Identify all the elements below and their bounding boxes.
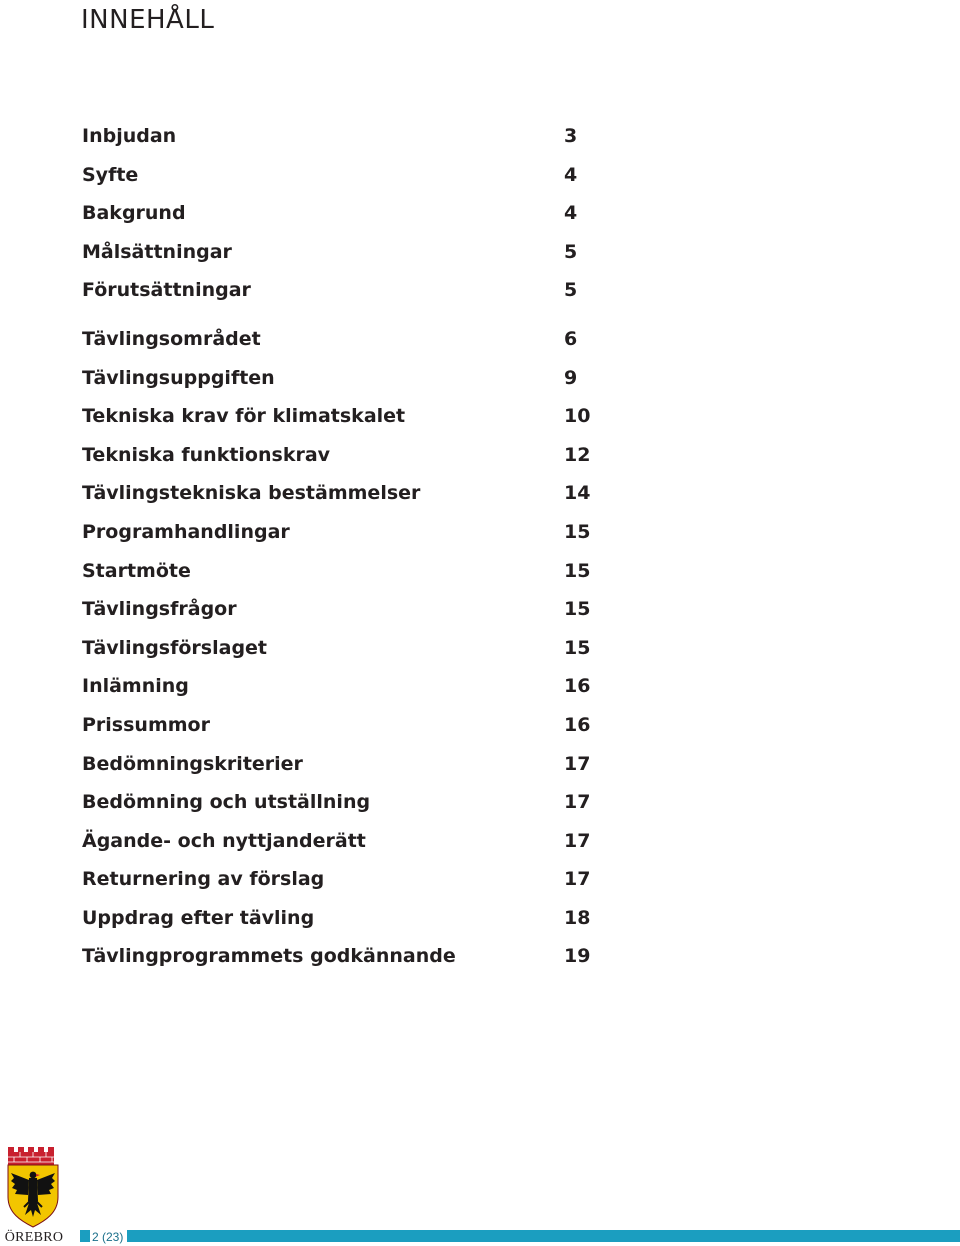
toc-entry-page: 16 xyxy=(564,713,591,736)
toc-entry-label: Tävlingsfrågor xyxy=(82,598,237,621)
toc-entry-page: 17 xyxy=(564,868,591,891)
toc-entry-malsattningar[interactable] xyxy=(82,234,602,273)
toc-entry-label: Ägande- och nyttjanderätt xyxy=(82,829,366,852)
toc-entry-page: 14 xyxy=(564,482,591,505)
toc-entry-label: Bedömningskriterier xyxy=(82,752,303,775)
toc-entry-label: Tävlingsuppgiften xyxy=(82,366,275,389)
toc-entry-label: Inlämning xyxy=(82,675,189,698)
toc-entry-page: 16 xyxy=(564,675,591,698)
toc-entry-label: Uppdrag efter tävling xyxy=(82,906,315,929)
toc-entry-startmote[interactable] xyxy=(82,553,602,592)
toc-entry-tekniska-funktionskrav[interactable] xyxy=(82,437,602,476)
toc-entry-label: Syfte xyxy=(82,163,139,186)
toc-entry-page: 4 xyxy=(564,163,578,186)
toc-entry-page: 15 xyxy=(564,559,591,582)
toc-entry-label: Programhandlingar xyxy=(82,520,290,543)
toc-entry-tavlingsuppgiften[interactable] xyxy=(82,360,602,399)
toc-entry-bedomning-och-utstallning[interactable] xyxy=(82,784,602,823)
toc-entry-label: Bakgrund xyxy=(82,202,186,225)
toc-entry-page: 15 xyxy=(564,636,591,659)
toc-entry-bakgrund[interactable] xyxy=(82,195,602,234)
toc-entry-page: 15 xyxy=(564,598,591,621)
toc-entry-page: 17 xyxy=(564,829,591,852)
toc-entry-label: Returnering av förslag xyxy=(82,868,325,891)
toc-entry-prissummor[interactable] xyxy=(82,707,602,746)
toc-entry-label: Prissummor xyxy=(82,713,210,736)
toc-entry-page: 4 xyxy=(564,202,578,225)
toc-entry-tavlingsfragor[interactable] xyxy=(82,591,602,630)
city-name: ÖREBRO xyxy=(4,1230,64,1245)
toc-entry-tavlingprogrammets-godkannande[interactable] xyxy=(82,938,602,977)
toc-entry-tekniska-krav-for-klimatskalet[interactable] xyxy=(82,398,602,437)
toc-entry-label: Förutsättningar xyxy=(82,279,251,302)
toc-entry-bedomningskriterier[interactable] xyxy=(82,746,602,785)
toc-entry-page: 10 xyxy=(564,405,591,428)
toc-entry-page: 5 xyxy=(564,279,578,302)
toc-entry-tavlingsomradet[interactable] xyxy=(82,321,602,360)
toc-entry-page: 19 xyxy=(564,945,591,968)
toc-entry-page: 18 xyxy=(564,906,591,929)
toc-entry-page: 5 xyxy=(564,240,578,263)
toc-entry-page: 12 xyxy=(564,443,591,466)
table-of-contents xyxy=(82,118,602,977)
toc-entry-page: 3 xyxy=(564,125,578,147)
page-number: 2 (23) xyxy=(90,1229,127,1245)
toc-entry-inbjudan[interactable] xyxy=(82,118,602,157)
toc-entry-label: Tekniska krav för klimatskalet xyxy=(82,405,406,428)
toc-entry-returnering-av-forslag[interactable] xyxy=(82,861,602,900)
toc-entry-label: Startmöte xyxy=(82,559,191,582)
toc-entry-page: 17 xyxy=(564,752,591,775)
toc-entry-syfte[interactable] xyxy=(82,157,602,196)
toc-entry-label: Tävlingprogrammets godkännande xyxy=(82,945,456,968)
footer-accent-bar xyxy=(80,1230,960,1242)
toc-entry-label: Målsättningar xyxy=(82,240,232,263)
toc-entry-page: 6 xyxy=(564,327,578,350)
toc-entry-label: Tekniska funktionskrav xyxy=(82,443,331,466)
toc-entry-inlamning[interactable] xyxy=(82,668,602,707)
toc-entry-tavlingsforslaget[interactable] xyxy=(82,630,602,669)
toc-entry-label: Tävlingstekniska bestämmelser xyxy=(82,482,421,505)
toc-entry-uppdrag-efter-tavling[interactable] xyxy=(82,900,602,939)
toc-entry-page: 17 xyxy=(564,791,591,814)
toc-entry-page: 9 xyxy=(564,366,578,389)
toc-entry-label: Bedömning och utställning xyxy=(82,791,371,814)
orebro-coat-of-arms-icon xyxy=(5,1145,61,1229)
toc-entry-tavlingstekniska-bestammelser[interactable] xyxy=(82,475,602,514)
toc-entry-forutsattningar[interactable] xyxy=(82,272,602,311)
toc-entry-programhandlingar[interactable] xyxy=(82,514,602,553)
toc-entry-label: Tävlingsområdet xyxy=(82,327,261,350)
toc-entry-agande-och-nyttjanderatt[interactable] xyxy=(82,823,602,862)
toc-entry-page: 15 xyxy=(564,520,591,543)
page-title: INNEHÅLL xyxy=(81,5,215,35)
toc-entry-label: Tävlingsförslaget xyxy=(82,636,268,659)
toc-entry-label: Inbjudan xyxy=(82,125,177,147)
